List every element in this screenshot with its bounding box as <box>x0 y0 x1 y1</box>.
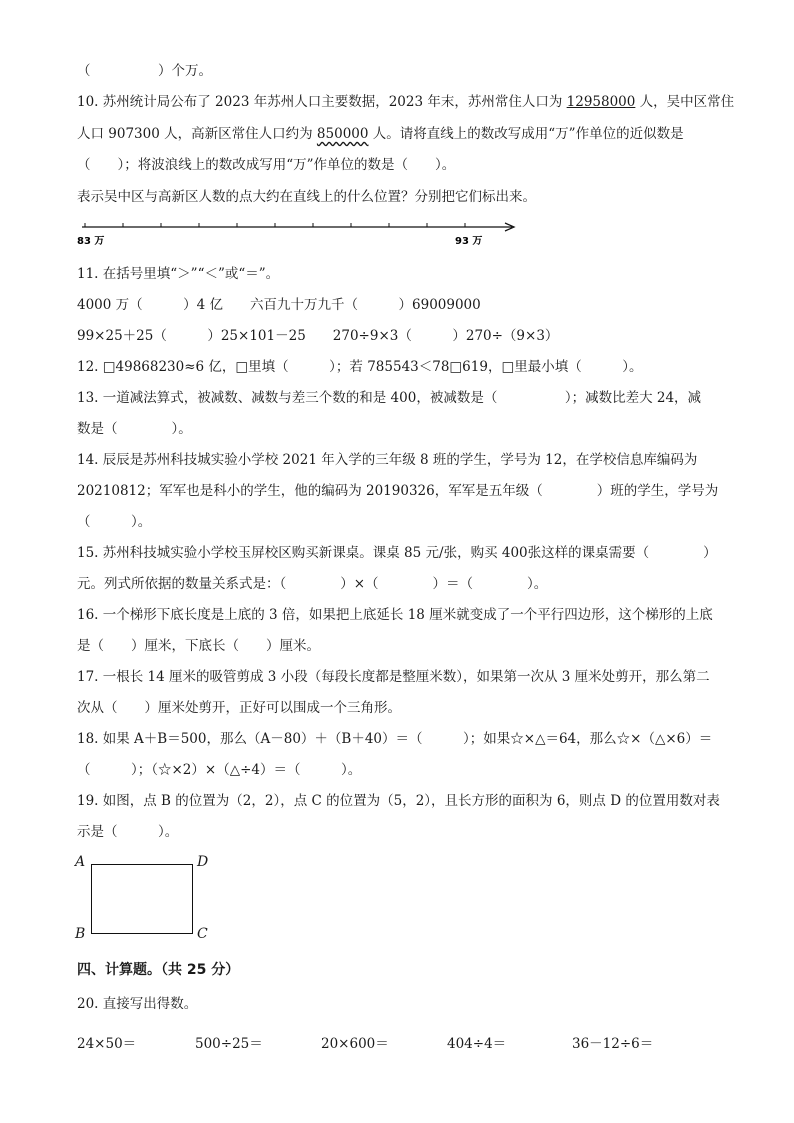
point-c-label: C <box>197 926 208 942</box>
prev-answer-line: （ ）个万。 <box>77 63 212 79</box>
q12-line: 12. □49868230≈6 亿，□里填（ ）；若 785543＜78□619，□里最小填（ ）。 <box>77 359 643 375</box>
q10-underlined-number: 12958000 <box>566 94 636 110</box>
q11-row-2: 99×25＋25（ ）25×101－25 270÷9×3（ ）270÷（9×3） <box>77 328 559 344</box>
q10-text-2: 人口 907300 人，高新区常住人口约为 <box>77 126 317 142</box>
calc-item-2: 500÷25＝ <box>195 1036 263 1052</box>
q14-line-3: （ ）。 <box>77 514 152 530</box>
q19-line-2: 示是（ ）。 <box>77 824 179 840</box>
q10-text: 10. 苏州统计局公布了 2023 年苏州人口主要数据，2023 年末，苏州常住人口为 <box>77 94 567 110</box>
q17-line-2: 次从（ ）厘米处剪开，正好可以围成一个三角形。 <box>77 700 401 716</box>
point-a-label: A <box>75 854 86 870</box>
q10-text-2-end: 人。请将直线上的数改写成用“万”作单位的近似数是 <box>368 126 684 142</box>
q13-line-2: 数是（ ）。 <box>77 421 192 437</box>
number-line-right-label: 93 万 <box>455 236 483 247</box>
q10-line-1 <box>77 93 734 111</box>
calc-item-3: 20×600＝ <box>321 1036 389 1052</box>
rectangle-figure <box>75 852 225 947</box>
q10-line-3: （ ）；将波浪线上的数改成写用“万”作单位的数是（ ）。 <box>77 157 456 173</box>
q16-line-2: 是（ ）厘米，下底长（ ）厘米。 <box>77 638 320 654</box>
q17-line-1: 17. 一根长 14 厘米的吸管剪成 3 小段（每段长度都是整厘米数），如果第一次从 3 厘米处剪开，那么第二 <box>77 669 710 685</box>
q15-line-1: 15. 苏州科技城实验小学校玉屏校区购买新课桌。课桌 85 元/张，购买 400张这样的课桌需要（ ） <box>77 545 717 561</box>
number-line-left-label: 83 万 <box>77 236 105 247</box>
q10-line-4: 表示吴中区与高新区人数的点大约在直线上的什么位置？分别把它们标出来。 <box>77 189 536 205</box>
point-d-label: D <box>197 854 209 870</box>
q15-line-2: 元。列式所依据的数量关系式是：（ ）×（ ）＝（ ）。 <box>77 576 548 592</box>
calc-item-5: 36－12÷6＝ <box>572 1036 654 1052</box>
calc-item-1: 24×50＝ <box>77 1036 137 1052</box>
number-line <box>77 218 522 248</box>
q19-line-1: 19. 如图，点 B 的位置为（2，2），点 C 的位置为（5，2），且长方形的面积为 6，则点 D 的位置用数对表 <box>77 793 720 809</box>
q11-row-1: 4000 万（ ）4 亿 六百九十万九千（ ）69009000 <box>77 297 481 313</box>
q10-text-end: 人，吴中区常住 <box>635 94 735 110</box>
q14-line-1: 14. 辰辰是苏州科技城实验小学校 2021 年入学的三年级 8 班的学生，学号为 12，在学校信息库编码为 <box>77 452 698 468</box>
calc-item-4: 404÷4＝ <box>447 1036 507 1052</box>
q20-title: 20. 直接写出得数。 <box>77 996 198 1012</box>
q18-line-1: 18. 如果 A＋B＝500，那么（A－80）＋（B＋40）＝（ ）；如果☆×△＝64，那么☆×（△×6）＝ <box>77 731 713 747</box>
q13-line-1: 13. 一道减法算式，被减数、减数与差三个数的和是 400，被减数是（ ）；减数比差大 24，减 <box>77 390 702 406</box>
section-4-heading: 四、计算题。（共 25 分） <box>77 962 240 978</box>
q11-title: 11. 在括号里填“＞”“＜”或“＝”。 <box>77 266 280 282</box>
q16-line-1: 16. 一个梯形下底长度是上底的 3 倍，如果把上底延长 18 厘米就变成了一个平行四边形，这个梯形的上底 <box>77 607 713 623</box>
q10-line-2 <box>77 125 684 143</box>
q18-line-2: （ ）；（☆×2）×（△÷4）＝（ ）。 <box>77 762 362 778</box>
q10-wavy-number: 850000 <box>316 126 369 142</box>
point-b-label: B <box>75 926 86 942</box>
q14-line-2: 20210812；军军也是科小的学生，他的编码为 20190326，军军是五年级（ ）班的学生，学号为 <box>77 483 719 499</box>
rectangle-shape <box>91 864 193 934</box>
